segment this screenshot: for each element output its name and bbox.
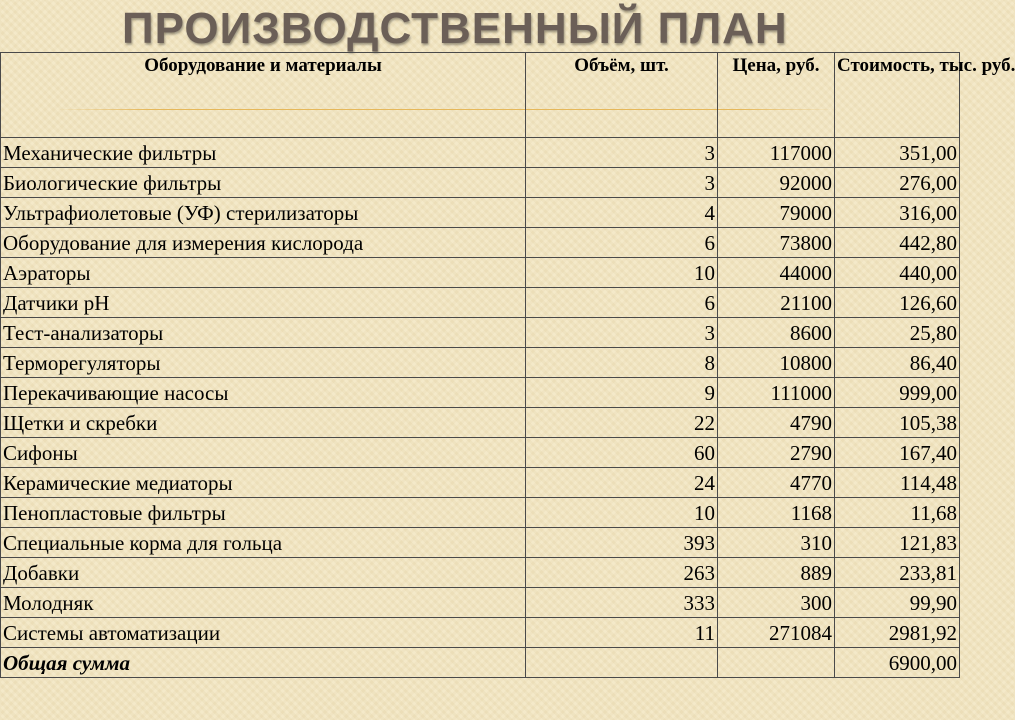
- table-body: [1, 138, 960, 678]
- table-row: [1, 558, 960, 588]
- table-row: [1, 408, 960, 438]
- cell-item-name: Механические фильтры: [1, 138, 526, 168]
- cell-quantity: 60: [526, 438, 718, 468]
- table-row: [1, 318, 960, 348]
- cell-price: 1168: [718, 498, 835, 528]
- cell-item-name: Сифоны: [1, 438, 526, 468]
- cell-quantity: 393: [526, 528, 718, 558]
- header-cost: Стоимость, тыс. руб.: [835, 53, 960, 138]
- table-row: [1, 288, 960, 318]
- cell-price: 44000: [718, 258, 835, 288]
- cell-quantity: 3: [526, 138, 718, 168]
- table-row: [1, 618, 960, 648]
- header-price: Цена, руб.: [718, 53, 835, 138]
- cell-cost: 105,38: [835, 408, 960, 438]
- table-row: [1, 348, 960, 378]
- cell-price: 4770: [718, 468, 835, 498]
- cell-quantity: 9: [526, 378, 718, 408]
- table-header-row: [1, 53, 960, 138]
- cell-empty: [526, 648, 718, 678]
- cell-item-name: Керамические медиаторы: [1, 468, 526, 498]
- cell-item-name: Добавки: [1, 558, 526, 588]
- cell-cost: 114,48: [835, 468, 960, 498]
- cell-quantity: 333: [526, 588, 718, 618]
- cell-price: 79000: [718, 198, 835, 228]
- cell-cost: 25,80: [835, 318, 960, 348]
- cell-item-name: Датчики pH: [1, 288, 526, 318]
- table-row: [1, 438, 960, 468]
- table-row: [1, 588, 960, 618]
- cell-item-name: Молодняк: [1, 588, 526, 618]
- cell-price: 300: [718, 588, 835, 618]
- cell-cost: 86,40: [835, 348, 960, 378]
- cell-quantity: 6: [526, 288, 718, 318]
- table-row: [1, 168, 960, 198]
- cell-price: 4790: [718, 408, 835, 438]
- header-quantity: Объём, шт.: [526, 53, 718, 138]
- cell-cost: 999,00: [835, 378, 960, 408]
- cell-price: 111000: [718, 378, 835, 408]
- cell-quantity: 24: [526, 468, 718, 498]
- cell-item-name: Перекачивающие насосы: [1, 378, 526, 408]
- production-plan-table: [0, 52, 1015, 678]
- cell-cost: 167,40: [835, 438, 960, 468]
- cell-price: 889: [718, 558, 835, 588]
- cell-quantity: 10: [526, 498, 718, 528]
- cell-item-name: Тест-анализаторы: [1, 318, 526, 348]
- cell-price: 92000: [718, 168, 835, 198]
- cell-item-name: Пенопластовые фильтры: [1, 498, 526, 528]
- table-row: [1, 498, 960, 528]
- cell-item-name: Биологические фильтры: [1, 168, 526, 198]
- cell-price: 21100: [718, 288, 835, 318]
- cell-price: 2790: [718, 438, 835, 468]
- cell-cost: 316,00: [835, 198, 960, 228]
- cell-price: 8600: [718, 318, 835, 348]
- cell-quantity: 3: [526, 318, 718, 348]
- cell-cost: 233,81: [835, 558, 960, 588]
- table-row: [1, 228, 960, 258]
- cell-item-name: Ультрафиолетовые (УФ) стерилизаторы: [1, 198, 526, 228]
- table-row: [1, 468, 960, 498]
- cell-item-name: Терморегуляторы: [1, 348, 526, 378]
- cell-cost: 99,90: [835, 588, 960, 618]
- cell-item-name: Оборудование для измерения кислорода: [1, 228, 526, 258]
- table-row: [1, 138, 960, 168]
- cell-quantity: 8: [526, 348, 718, 378]
- cell-quantity: 11: [526, 618, 718, 648]
- cell-quantity: 4: [526, 198, 718, 228]
- table-row: [1, 528, 960, 558]
- table-row: [1, 258, 960, 288]
- cell-item-name: Щетки и скребки: [1, 408, 526, 438]
- cell-total-label: Общая сумма: [1, 648, 526, 678]
- table-row: [1, 378, 960, 408]
- cell-quantity: 6: [526, 228, 718, 258]
- cell-item-name: Аэраторы: [1, 258, 526, 288]
- cell-cost: 440,00: [835, 258, 960, 288]
- cell-cost: 351,00: [835, 138, 960, 168]
- table-row: [1, 198, 960, 228]
- cell-quantity: 22: [526, 408, 718, 438]
- cell-price: 10800: [718, 348, 835, 378]
- cell-price: 73800: [718, 228, 835, 258]
- cell-quantity: 10: [526, 258, 718, 288]
- cell-price: 310: [718, 528, 835, 558]
- cell-cost: 126,60: [835, 288, 960, 318]
- cell-cost: 276,00: [835, 168, 960, 198]
- cell-total-value: 6900,00: [835, 648, 960, 678]
- cell-item-name: Системы автоматизации: [1, 618, 526, 648]
- cell-cost: 11,68: [835, 498, 960, 528]
- slide-title: ПРОИЗВОДСТВЕННЫЙ ПЛАН: [122, 4, 788, 53]
- cell-quantity: 3: [526, 168, 718, 198]
- cell-price: 271084: [718, 618, 835, 648]
- cell-cost: 2981,92: [835, 618, 960, 648]
- cell-cost: 442,80: [835, 228, 960, 258]
- table-total-row: [1, 648, 960, 678]
- cell-empty: [718, 648, 835, 678]
- cell-cost: 121,83: [835, 528, 960, 558]
- cell-price: 117000: [718, 138, 835, 168]
- cell-item-name: Специальные корма для гольца: [1, 528, 526, 558]
- cell-quantity: 263: [526, 558, 718, 588]
- header-equipment: Оборудование и материалы: [1, 53, 526, 138]
